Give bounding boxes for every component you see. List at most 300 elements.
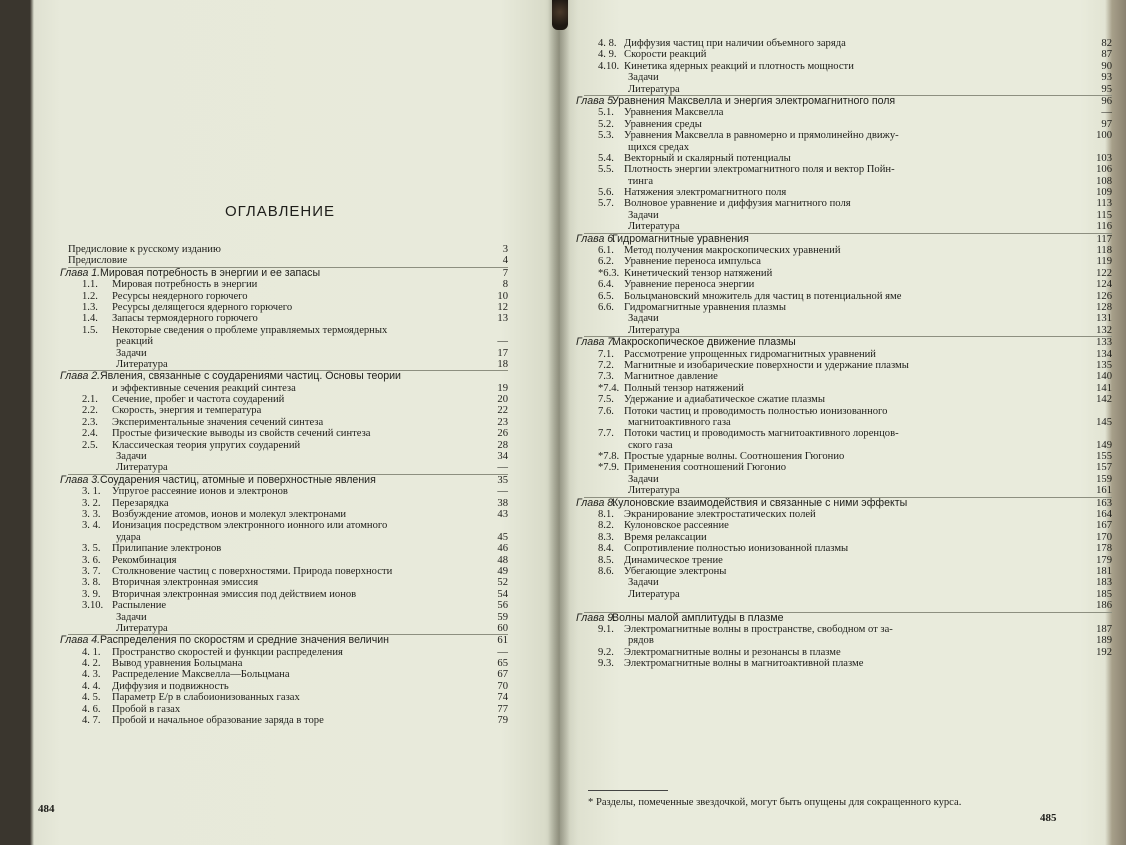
toc-entry-row — [68, 462, 508, 473]
toc-entry-text: Электромагнитные волны в магнитоактивной плазме — [624, 658, 864, 670]
toc-entry-text: Метод получения макроскопических уравнений — [624, 245, 841, 257]
toc-section-number: 7.6. — [598, 405, 614, 417]
toc-entry-row — [584, 589, 1112, 600]
toc-entry-row — [584, 302, 1112, 313]
toc-entry-text: Потоки частиц и проводимость магнитоактивного лоренцов- — [624, 428, 899, 440]
toc-entry-text: Больцмановский множитель для частиц в потенциальной яме — [624, 290, 902, 302]
toc-page-number: 79 — [497, 715, 508, 727]
toc-entry-text: Волновое уравнение и диффузия магнитного поля — [624, 198, 851, 210]
toc-page-number: 157 — [1096, 462, 1112, 474]
toc-entry-text: Ресурсы неядерного горючего — [112, 290, 248, 302]
toc-entry-row — [68, 532, 508, 543]
toc-entry-text: Задачи — [116, 451, 147, 463]
toc-entry-row — [68, 555, 508, 566]
toc-section-number: 8.3. — [598, 531, 614, 543]
toc-entry-text: ского газа — [628, 439, 673, 451]
toc-page-number: 118 — [1096, 245, 1112, 257]
toc-page-number: 18 — [497, 358, 508, 370]
toc-page-number: 100 — [1096, 130, 1112, 142]
toc-page-number: 56 — [497, 600, 508, 612]
toc-entry-row — [584, 406, 1112, 417]
toc-entry-row — [584, 49, 1112, 60]
toc-entry-text: Задачи — [628, 209, 659, 221]
toc-entry-row — [584, 245, 1112, 256]
toc-entry-row — [68, 669, 508, 680]
toc-section-number: Глава 9. — [576, 612, 617, 624]
toc-page-number: 133 — [1096, 337, 1112, 349]
toc-chapter-row — [60, 474, 508, 486]
toc-entry-row — [584, 38, 1112, 49]
toc-entry-text: Пробой и начальное образование заряда в торе — [112, 715, 324, 727]
toc-section-number: 4. 8. — [598, 38, 617, 49]
toc-section-number: 7.7. — [598, 428, 614, 440]
toc-section-number: 2.1. — [82, 394, 98, 406]
toc-entry-row — [68, 647, 508, 658]
toc-chapter-row — [576, 336, 1112, 349]
toc-entry-row — [584, 532, 1112, 543]
toc-chapter-row — [576, 497, 1112, 509]
toc-section-number: 3. 4. — [82, 520, 101, 532]
toc-page-number: 65 — [497, 658, 508, 670]
toc-entry-row — [68, 244, 508, 255]
toc-page-number: 43 — [497, 508, 508, 520]
toc-entry-row — [584, 176, 1112, 187]
toc-page-number: 52 — [497, 577, 508, 589]
toc-section-number: 4. 9. — [598, 49, 617, 61]
toc-section-number: 4. 4. — [82, 680, 101, 692]
toc-section-number: 6.6. — [598, 301, 614, 313]
toc-entry-text: Рекомбинация — [112, 554, 177, 566]
toc-page-number: 28 — [497, 439, 508, 451]
toc-entry-text: Литература — [116, 358, 168, 370]
toc-section-number: 1.2. — [82, 290, 98, 302]
toc-entry-text: Полный тензор натяжений — [624, 382, 744, 394]
toc-entry-text: Прилипание электронов — [112, 543, 222, 555]
toc-entry-text: Удержание и адиабатическое сжатие плазмы — [624, 394, 826, 406]
toc-entry-text: Диффузия частиц при наличии объемного заряда — [624, 38, 846, 49]
toc-page-number: 185 — [1096, 588, 1112, 600]
toc-page-number: 181 — [1096, 565, 1112, 577]
toc-section-number: *6.3. — [598, 267, 620, 279]
toc-page-number: 19 — [497, 382, 508, 394]
toc-section-number: 2.5. — [82, 439, 98, 451]
toc-entry-row — [584, 635, 1112, 646]
toc-entry-row — [584, 164, 1112, 175]
toc-section-number: 6.4. — [598, 279, 614, 291]
page-number-left: 484 — [38, 803, 55, 815]
toc-chapter-row — [576, 612, 1112, 624]
toc-entry-text: Задачи — [628, 313, 659, 325]
footnote: * Разделы, помеченные звездочкой, могут быть опущены для сокращенного курса. — [588, 797, 962, 808]
toc-left-column — [60, 244, 508, 727]
toc-entry-row — [584, 221, 1112, 232]
toc-page-number: 159 — [1096, 473, 1112, 485]
toc-entry-row — [68, 325, 508, 336]
toc-section-number: Глава 7. — [576, 337, 617, 349]
toc-entry-row — [68, 440, 508, 451]
toc-page-number: 161 — [1096, 485, 1112, 497]
toc-entry-text: Классическая теория упругих соударений — [112, 439, 301, 451]
toc-chapter-row — [60, 267, 508, 279]
toc-section-number: 3. 8. — [82, 577, 101, 589]
toc-page-number: 108 — [1096, 175, 1112, 187]
toc-page-number: 17 — [497, 347, 508, 359]
toc-entry-row — [68, 359, 508, 370]
toc-entry-text: реакций — [116, 336, 153, 348]
toc-entry-row — [584, 451, 1112, 462]
toc-entry-row — [584, 268, 1112, 279]
toc-entry-row — [584, 566, 1112, 577]
toc-section-number: 2.3. — [82, 416, 98, 428]
toc-section-number: 4. 2. — [82, 658, 101, 670]
toc-section-number: 1.1. — [82, 279, 98, 291]
toc-section-number: 7.2. — [598, 359, 614, 371]
toc-section-number: Глава 3. — [60, 474, 101, 486]
toc-entry-row — [68, 600, 508, 611]
toc-entry-row — [584, 210, 1112, 221]
toc-entry-text: Рассмотрение упрощенных гидромагнитных уравнений — [624, 348, 876, 360]
toc-section-number: Глава 2. — [60, 371, 101, 383]
toc-page-number: 95 — [1101, 83, 1112, 95]
toc-entry-text: Распыление — [112, 600, 167, 612]
toc-section-number: 3. 7. — [82, 565, 101, 577]
toc-section-number: 4. 7. — [82, 715, 101, 727]
toc-page-number: 103 — [1096, 152, 1112, 164]
toc-section-number: 3. 1. — [82, 486, 101, 498]
toc-entry-row — [68, 566, 508, 577]
toc-entry-text: Уравнения среды — [624, 118, 702, 130]
book-gutter — [548, 0, 570, 845]
toc-entry-text: Возбуждение атомов, ионов и молекул электронами — [112, 508, 347, 520]
toc-page-number: 97 — [1101, 118, 1112, 130]
toc-page-number: 49 — [497, 565, 508, 577]
toc-entry-text: Соударения частиц, атомные и поверхностные явления — [100, 474, 376, 486]
toc-entry-text: Сопротивление полностью ионизованной плазмы — [624, 543, 849, 555]
toc-entry-text: Натяжения электромагнитного поля — [624, 187, 787, 199]
toc-entry-text: Задачи — [628, 72, 659, 84]
toc-section-number: 3. 6. — [82, 554, 101, 566]
toc-entry-text: Сечение, пробег и частота соударений — [112, 394, 285, 406]
toc-entry-row — [68, 623, 508, 634]
toc-entry-row — [68, 291, 508, 302]
toc-entry-text: Вторичная электронная эмиссия — [112, 577, 259, 589]
toc-entry-text: Применения соотношений Гюгонио — [624, 462, 787, 474]
toc-page-number: 70 — [497, 680, 508, 692]
toc-entry-row — [68, 612, 508, 623]
toc-page-number: 8 — [502, 279, 508, 291]
toc-entry-text: Пробой в газах — [112, 703, 181, 715]
toc-entry-row — [584, 394, 1112, 405]
toc-entry-text: Упругое рассеяние ионов и электронов — [112, 486, 288, 498]
toc-entry-text: Время релаксации — [624, 531, 707, 543]
toc-section-number: *7.8. — [598, 451, 620, 463]
toc-entry-row — [68, 313, 508, 324]
toc-entry-row — [584, 72, 1112, 83]
toc-entry-text: Макроскопическое движение плазмы — [612, 337, 796, 349]
toc-entry-row — [584, 187, 1112, 198]
toc-section-number: 2.4. — [82, 428, 98, 440]
toc-page-number: — — [497, 486, 508, 498]
toc-entry-text: Убегающие электроны — [624, 565, 727, 577]
toc-section-number: 4.10. — [598, 60, 620, 72]
toc-entry-row — [584, 279, 1112, 290]
toc-entry-text: Столкновение частиц с поверхностями. Природа поверхности — [112, 565, 393, 577]
toc-page-number: 178 — [1096, 543, 1112, 555]
toc-entry-row — [584, 325, 1112, 336]
toc-page-number: 186 — [1096, 600, 1112, 612]
toc-section-number: 5.7. — [598, 198, 614, 210]
toc-entry-row — [68, 336, 508, 347]
toc-entry-row — [584, 658, 1112, 669]
toc-page-number: 142 — [1096, 394, 1112, 406]
toc-entry-row — [68, 498, 508, 509]
toc-entry-text: Экспериментальные значения сечений синтеза — [112, 416, 324, 428]
toc-chapter-row — [60, 370, 508, 383]
toc-entry-row — [584, 520, 1112, 531]
toc-chapter-row — [576, 233, 1112, 245]
toc-page-number: 93 — [1101, 72, 1112, 84]
toc-entry-row — [584, 349, 1112, 360]
toc-section-number: 4. 6. — [82, 703, 101, 715]
toc-entry-row — [584, 509, 1112, 520]
toc-chapter-row — [576, 95, 1112, 107]
toc-section-number: 5.6. — [598, 187, 614, 199]
toc-entry-row — [584, 485, 1112, 496]
toc-entry-text: Простые ударные волны. Соотношения Гюгонио — [624, 451, 845, 463]
toc-right-column — [576, 38, 1112, 670]
toc-entry-row — [68, 451, 508, 462]
toc-section-number: *7.9. — [598, 462, 620, 474]
toc-section-number: 9.1. — [598, 623, 614, 635]
toc-entry-row — [584, 462, 1112, 473]
toc-page-number: 124 — [1096, 279, 1112, 291]
toc-page-number: 145 — [1096, 416, 1112, 428]
toc-entry-row — [68, 302, 508, 313]
toc-page-number: 126 — [1096, 290, 1112, 302]
toc-entry-text: Предисловие — [68, 255, 128, 267]
toc-entry-text: Уравнения Максвелла в равномерно и прямолинейно движу- — [624, 130, 899, 142]
toc-entry-text: Потоки частиц и проводимость полностью ионизованного — [624, 405, 888, 417]
toc-entry-row — [584, 600, 1112, 611]
toc-entry-row — [584, 440, 1112, 451]
toc-page-number: 128 — [1096, 301, 1112, 313]
toc-page-number: 115 — [1096, 209, 1112, 221]
toc-chapter-row — [68, 383, 508, 394]
page-number-right: 485 — [1040, 812, 1057, 824]
toc-section-number: 5.5. — [598, 164, 614, 176]
toc-section-number: Глава 8. — [576, 497, 617, 509]
toc-entry-text: Ионизация посредством электронного ионного или атомного — [112, 520, 388, 532]
toc-page-number: 113 — [1096, 198, 1112, 210]
toc-entry-text: Задачи — [628, 473, 659, 485]
toc-entry-text: Магнитное давление — [624, 371, 718, 383]
toc-entry-row — [584, 383, 1112, 394]
toc-page-number: 140 — [1096, 371, 1112, 383]
toc-page-number: — — [1101, 107, 1112, 119]
toc-entry-row — [584, 647, 1112, 658]
toc-entry-row — [584, 543, 1112, 554]
toc-section-number: 1.4. — [82, 313, 98, 325]
toc-entry-row — [584, 555, 1112, 566]
toc-section-number: Глава 6. — [576, 233, 617, 245]
toc-page-number: 23 — [497, 416, 508, 428]
toc-entry-text: и эффективные сечения реакций синтеза — [112, 382, 296, 394]
toc-entry-row — [584, 474, 1112, 485]
toc-entry-text: Задачи — [116, 611, 147, 623]
footnote-rule — [588, 790, 668, 791]
toc-entry-text: Уравнение переноса импульса — [624, 256, 761, 268]
left-page — [0, 0, 560, 845]
toc-entry-text: Кинетический тензор натяжений — [624, 267, 773, 279]
toc-entry-row — [68, 394, 508, 405]
toc-entry-row — [68, 704, 508, 715]
toc-entry-row — [584, 577, 1112, 588]
toc-entry-text: Вторичная электронная эмиссия под действием ионов — [112, 588, 357, 600]
toc-entry-text: Уравнение переноса энергии — [624, 279, 755, 291]
toc-entry-text: Мировая потребность в энергии и ее запасы — [100, 267, 321, 279]
toc-page-number: 134 — [1096, 348, 1112, 360]
toc-page-number: 167 — [1096, 520, 1112, 532]
toc-section-number: 5.4. — [598, 152, 614, 164]
toc-page-number: 149 — [1096, 439, 1112, 451]
toc-page-number: 10 — [497, 290, 508, 302]
toc-entry-row — [68, 486, 508, 497]
toc-page-number: 48 — [497, 554, 508, 566]
toc-page-number: 12 — [497, 301, 508, 313]
toc-section-number: 1.5. — [82, 324, 98, 336]
toc-section-number: *7.4. — [598, 382, 620, 394]
toc-page-number: 132 — [1096, 324, 1112, 336]
toc-page-number: 179 — [1096, 554, 1112, 566]
toc-page-number: 26 — [497, 428, 508, 440]
toc-section-number: 3.10. — [82, 600, 104, 612]
toc-entry-row — [584, 417, 1112, 428]
toc-page-number: 90 — [1101, 60, 1112, 72]
toc-page-number: 183 — [1096, 577, 1112, 589]
toc-entry-row — [584, 130, 1112, 141]
toc-section-number: 3. 5. — [82, 543, 101, 555]
toc-entry-text: Векторный и скалярный потенциалы — [624, 152, 791, 164]
toc-entry-text: Литература — [628, 83, 680, 95]
toc-entry-text: Электромагнитные волны в пространстве, свободном от за- — [624, 623, 893, 635]
toc-entry-text: рядов — [628, 635, 654, 647]
toc-entry-row — [584, 313, 1112, 324]
toc-section-number: 8.5. — [598, 554, 614, 566]
toc-section-number: 8.4. — [598, 543, 614, 555]
toc-page-number: 116 — [1096, 221, 1112, 233]
toc-section-number: 5.1. — [598, 107, 614, 119]
toc-entry-row — [584, 624, 1112, 635]
toc-section-number: Глава 5. — [576, 95, 617, 107]
toc-entry-row — [584, 119, 1112, 130]
toc-entry-row — [68, 348, 508, 359]
toc-entry-row — [584, 142, 1112, 153]
toc-entry-row — [68, 509, 508, 520]
toc-page-number: 119 — [1096, 256, 1112, 268]
toc-entry-row — [584, 291, 1112, 302]
toc-entry-row — [68, 520, 508, 531]
toc-entry-text: удара — [116, 531, 141, 543]
toc-page-number: 106 — [1096, 164, 1112, 176]
toc-page-number: — — [497, 336, 508, 348]
toc-entry-row — [68, 692, 508, 703]
toc-entry-text: Задачи — [116, 347, 147, 359]
toc-page-number: 77 — [497, 703, 508, 715]
toc-entry-text: Уравнения Максвелла и энергия электромагнитного поля — [612, 95, 896, 107]
toc-page-number: 187 — [1096, 623, 1112, 635]
toc-page-number: 170 — [1096, 531, 1112, 543]
toc-entry-text: Литература — [628, 324, 680, 336]
toc-entry-text: Кулоновское рассеяние — [624, 520, 729, 532]
toc-entry-text: Литература — [628, 485, 680, 497]
toc-section-number: 1.3. — [82, 301, 98, 313]
toc-title: ОГЛАВЛЕНИЕ — [224, 203, 336, 220]
toc-entry-row — [68, 417, 508, 428]
toc-entry-row — [584, 153, 1112, 164]
toc-entry-text: Литература — [628, 221, 680, 233]
toc-entry-text: Плотность энергии электромагнитного поля и вектор Пойн- — [624, 164, 895, 176]
toc-entry-row — [68, 279, 508, 290]
toc-page-number: 74 — [497, 692, 508, 704]
toc-page-number: 109 — [1096, 187, 1112, 199]
toc-entry-text: Пространство скоростей и функции распределения — [112, 646, 343, 658]
toc-entry-text: щихся средах — [628, 141, 689, 153]
right-page — [560, 0, 1126, 845]
toc-page-number: 13 — [497, 313, 508, 325]
toc-entry-text: Скорость, энергия и температура — [112, 405, 262, 417]
toc-page-number: 20 — [497, 394, 508, 406]
toc-entry-row — [68, 589, 508, 600]
toc-entry-text: Параметр E/p в слабоионизованных газах — [112, 692, 300, 704]
toc-section-number: 8.2. — [598, 520, 614, 532]
toc-section-number: 9.2. — [598, 646, 614, 658]
toc-entry-row — [68, 428, 508, 439]
toc-section-number: Глава 1. — [60, 267, 101, 279]
toc-entry-text: Литература — [116, 622, 168, 634]
toc-section-number: 5.2. — [598, 118, 614, 130]
toc-entry-text: Скорости реакций — [624, 49, 707, 61]
toc-page-number: — — [497, 646, 508, 658]
toc-chapter-row — [60, 634, 508, 647]
toc-section-number: 8.6. — [598, 565, 614, 577]
toc-section-number: 5.3. — [598, 130, 614, 142]
toc-page-number: 7 — [502, 267, 508, 279]
toc-entry-text: Волны малой амплитуды в плазме — [612, 612, 784, 624]
toc-entry-row — [584, 256, 1112, 267]
toc-section-number: 3. 3. — [82, 508, 101, 520]
toc-page-number: 46 — [497, 543, 508, 555]
toc-page-number: 3 — [502, 244, 508, 255]
toc-entry-text: Перезарядка — [112, 497, 169, 509]
toc-page-number: 34 — [497, 451, 508, 463]
toc-page-number: 96 — [1101, 95, 1112, 107]
toc-entry-row — [584, 107, 1112, 118]
toc-page-number: 82 — [1101, 38, 1112, 49]
toc-section-number: 4. 5. — [82, 692, 101, 704]
toc-entry-row — [68, 577, 508, 588]
toc-entry-row — [68, 543, 508, 554]
toc-entry-text: Литература — [628, 588, 680, 600]
toc-section-number: 7.3. — [598, 371, 614, 383]
toc-section-number: 3. 9. — [82, 588, 101, 600]
toc-entry-text: Гидромагнитные уравнения — [612, 233, 749, 245]
toc-entry-row — [68, 255, 508, 266]
toc-entry-row — [68, 715, 508, 726]
toc-page-number: 22 — [497, 405, 508, 417]
toc-page-number: 117 — [1096, 233, 1112, 245]
toc-entry-text: Экранирование электростатических полей — [624, 509, 816, 521]
toc-entry-text: Предисловие к русскому изданию — [68, 244, 221, 255]
